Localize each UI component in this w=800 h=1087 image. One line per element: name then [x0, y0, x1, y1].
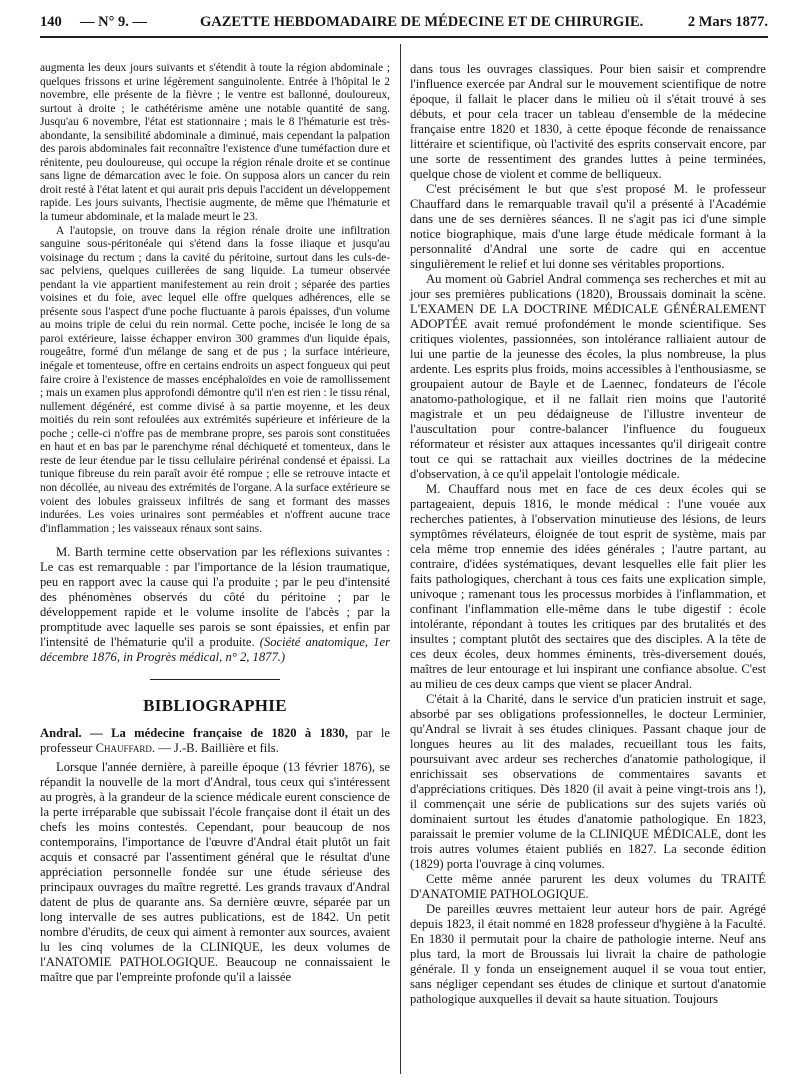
- right-paragraph-3: Au moment où Gabriel Andral commença ses recherches et mit au jour ses premières publications (1820), Broussais dominait la scène. L'EXAMEN DE LA DOCTRINE MÉDICALE GÉNÉRALEMENT ADOPTÉE avait remué profondément le monde scientifique. Ses critiques violentes, passionnées, son intolérance ralliaient autour de lui une partie de la jeunesse des écoles, la plus nombreuse, la plus ardente. Les esprits plus froids, moins accessibles à l'enthousiasme, se groupaient autour de Bayle et de Laennec, fondateurs de l'école anatomo-pathologique, et il ne fallait rien moins que l'autorité magistrale et un peu dédaigneuse de l'illustre inventeur de l'auscultation pour contre-balancer l'influence du fougueux réformateur et résister aux attaques incessantes qu'il dirigeait contre tout ce qui se rattachait aux vieilles doctrines de la médecine d'observation, à ce qu'il appelait l'ontologie médicale.: [410, 272, 766, 481]
- biblio-paragraph-1: Lorsque l'année dernière, à pareille époque (13 février 1876), se répandit la nouvelle de la mort d'Andral, tous ceux qui s'intéressent au progrès, à la grandeur de la science médicale eurent conscience de la perte irréparable que subissait l'école française dont il était un des chefs les moins contestés. Cependant, pour beaucoup de nos contemporains, l'importance de l'œuvre d'Andral était plutôt un fait acquis et consacré par l'assentiment général que le résultat d'une appréciation personnelle fondée sur une étude sérieuse des principaux ouvrages du maître regretté. Les grands travaux d'Andral datent de plus de quarante ans. Sa dernière œuvre, séparée par un long intervalle de ses autres publications, est de 1842. Un petit nombre d'érudits, de ceux qui aiment à remonter aux sources, avaient lu les cinq volumes de la CLINIQUE, les deux volumes de l'ANATOMIE PATHOLOGIQUE. Beaucoup ne connaissaient le maître que par l'empreinte profonde qu'il a laissée: [40, 760, 390, 985]
- book-author: Andral.: [40, 726, 82, 741]
- page-number: 140: [40, 14, 62, 30]
- right-paragraph-5: C'était à la Charité, dans le service d'un praticien instruit et sage, absorbé par ses obligations professionnelles, le docteur Lerminier, qu'Andral se livrait à ses études cliniques. Passant chaque jour de longues heures au lit des malades, recueillant tous les faits, poursuivant avec ardeur ses recherches d'anatomie pathologique, il enrichissait ses observations de commentaires savants et d'appréciations critiques. Dès 1820 (il avait à peine vingt-trois ans !), il commençait une série de publications sur des sujets variés où dominaient surtout les études d'anatomie pathologique. En 1823, paraissait le premier volume de la CLINIQUE MÉDICALE, dont les trois autres volumes étaient publiés en 1827. La seconde édition (1829) porta l'ouvrage à cinq volumes.: [410, 692, 766, 871]
- barth-paragraph: M. Barth termine cette observation par les réflexions suivantes : Le cas est remarquable : par l'importance de la lésion traumatique, peu en rapport avec la cause qui l'a produite ; par le peu d'intensité des phénomènes observés du côté du péritoine ; par le développement rapide et le volume insolite de l'abcès ; par la promptitude avec laquelle ses parois se sont épaissies, et enfin par l'intensité de l'hématurie qu'il a produite. (Société anatomique, 1er décembre 1876, in Progrès médical, n° 2, 1877.): [40, 545, 390, 665]
- barth-citation: (Société anatomique, 1er décembre 1876, in Progrès médical, n° 2, 1877.): [40, 635, 390, 665]
- right-paragraph-6: Cette même année parurent les deux volumes du TRAITÉ D'ANATOMIE PATHOLOGIQUE.: [410, 872, 766, 901]
- book-publisher: — J.-B. Baillière et fils.: [158, 741, 279, 756]
- case-report: [40, 62, 390, 536]
- case-paragraph-autopsy: A l'autopsie, on trouve dans la région rénale droite une infiltration sanguine sous-péritonéale qui s'étend dans la fosse iliaque et jusqu'au voisinage du rectum ; dans la cavité du péritoine, surtout dans les culs-de-sac pelviens, quelques cuillerées de sang liquide. La tumeur observée pendant la vie appartient manifestement au rein droit ; séparée des parties voisines et du foie, avec lequel elle offre quelques adhérences, elle se présente sous l'aspect d'une poche fluctuante à parois épaisses, d'un volume au moins triple de celui du rein normal. Cette poche, incisée le long de sa paroi extérieure, laisse échapper environ 300 grammes d'un liquide épais, rougeâtre, formé d'un mélange de sang et de pus ; la surface intérieure, inégale et tomenteuse, offre en certains endroits un aspect fongueux qui peut faire croire à l'existence de masses encéphaloïdes en voie de ramollissement ; mais un examen plus approfondi démontre qu'il n'en est rien : le tissu rénal, nullement dégénéré, est comme divisé à sa partie moyenne, et les deux moitiés du rein sont refoulées aux extrémités supérieure et inférieure de la poche ; celle-ci n'offre pas de membrane propre, ses parois sont constituées en haut et en bas par le parenchyme rénal déchiqueté et tomenteux, dans le reste de leur étendue par le tissu cellulaire périrénal condensé et épaissi. La tunique fibreuse du rein paraît avoir été rompue ; elle se retrouve intacte et non décollée, au niveau des extrémités de l'organe. A la surface extérieure se voient des lobules graisseux infiltrés de sang et formant des masses indurées. Les voies urinaires sont perméables et n'offrent aucune trace d'inflammation ; les vaisseaux rénaux sont sains.: [40, 224, 390, 535]
- journal-title: GAZETTE HEBDOMADAIRE DE MÉDECINE ET DE CHIRURGIE.: [200, 14, 644, 30]
- right-column: [410, 62, 766, 1007]
- right-paragraph-4: M. Chauffard nous met en face de ces deux écoles qui se partageaient, depuis 1816, le monde médical : l'une vouée aux recherches patientes, à l'observation minutieuse des lésions, de leurs symptômes révélateurs, éloignée de tout esprit de système, mais par cela même trop ennemie des idées générales ; l'autre partant, au contraire, d'idées systématiques, devant lesquelles elle fait plier les faits pathologiques, cherchant à tous ces faits une explication simple, univoque ; ramenant tous les processus morbides à l'inflammation, et confinant l'inflammation elle-même dans le tube digestif : école intolérante, répondant à toutes les critiques par des brutalités et des insultes ; comptant plutôt des sectaires que des disciples. A la tête de ces deux écoles, deux hommes éminents, très-diversement doués, maîtres de leur entourage et lui inspirant une confiance absolue. C'est au milieu de ces deux camps que vient se placer Andral.: [410, 482, 766, 691]
- case-paragraph-1: augmenta les deux jours suivants et s'étendit à toute la région abdominale ; quelques frissons et urine légèrement sanguinolente. Entrée à l'hôpital le 2 novembre, elle présente de la fièvre ; le ventre est ballonné, douloureux, surtout à droite ; le cathétérisme amène une notable quantité de sang. Jusqu'au 6 novembre, l'état est stationnaire ; mais le 8 l'hématurie est très-abondante, la sensibilité abdominale a diminué, mais cependant la palpation des parois abdominales fait reconnaître l'existence d'une tuméfaction dure et rénitente, peu douloureuse, qui occupe la région rénale droite et se continue sans ligne de démarcation avec le foie. On supposa alors un cancer du rein droit resté à l'état latent et qui aurait pris depuis l'accident un développement rapide. Les jours suivants, l'hectisie augmente, de même que l'hématurie et la tumeur abdominale, et la malade meurt le 23.: [40, 62, 390, 224]
- right-paragraph-1: dans tous les ouvrages classiques. Pour bien saisir et comprendre l'influence exercée par Andral sur le mouvement scientifique de notre époque, il fallait le placer dans le milieu où il s'était trouvé à ses débuts, et pour cela tracer un tableau d'ensemble de la médecine française entre 1820 et 1830, à cette époque féconde de renaissance littéraire et scientifique, où l'activité des esprits conservait encore, par une sorte de ressentiment des grandes luttes à peine terminées, quelque chose de violent et comme de belliqueux.: [410, 62, 766, 181]
- left-column: [40, 62, 390, 985]
- bibliographie-title: BIBLIOGRAPHIE: [143, 696, 287, 716]
- book-reference: [40, 726, 390, 756]
- right-paragraph-2: C'est précisément le but que s'est proposé M. le professeur Chauffard dans le remarquable travail qu'il a présenté à l'Académie dans une de ses dernières séances. Il ne s'agit pas ici d'une simple notice biographique, mais d'une large étude médicale formant à la personnalité d'Andral une sorte de cadre qui en accentue singulièrement le relief et lui donne ses véritables proportions.: [410, 182, 766, 271]
- book-by: par le professeur: [40, 726, 390, 756]
- issue-date: 2 Mars 1877.: [687, 14, 768, 30]
- section-separator: [150, 679, 280, 680]
- column-divider: [400, 44, 401, 1074]
- running-header: [40, 8, 768, 38]
- book-title: — La médecine française de 1820 à 1830,: [90, 726, 348, 741]
- issue-number: — N° 9. —: [80, 14, 148, 30]
- right-paragraph-7: De pareilles œuvres mettaient leur auteur hors de pair. Agrégé depuis 1823, il était nommé en 1828 professeur d'hygiène à la Faculté. En 1830 il permutait pour la chaire de pathologie interne. Neuf ans plus tard, la mort de Broussais lui livrait la chaire de pathologie générale. Il y fonda un enseignement auquel il se voua tout entier, sans négliger cependant ses études de clinique et surtout d'anatomie pathologique auxquelles il devait sa haute situation. Toujours: [410, 902, 766, 1006]
- book-professor: Chauffard.: [95, 741, 156, 756]
